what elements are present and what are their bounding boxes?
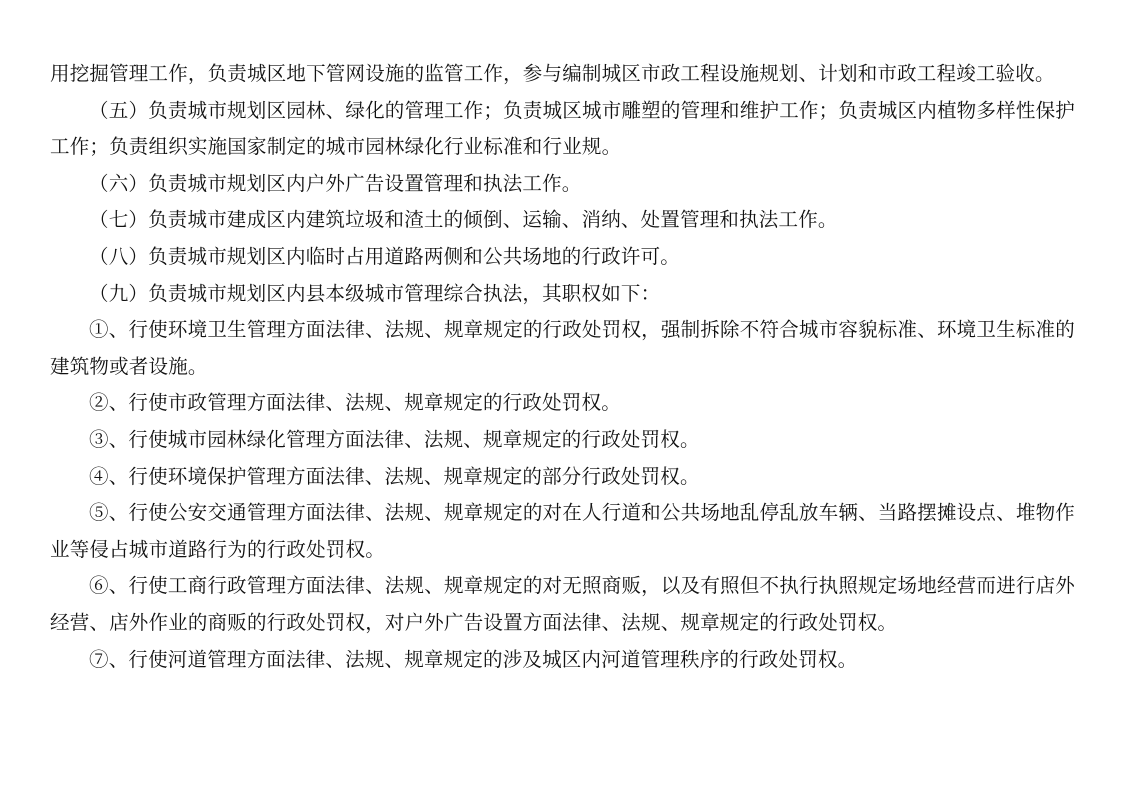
paragraph-subitem-7: ⑦、行使河道管理方面法律、法规、规章规定的涉及城区内河道管理秩序的行政处罚权。 xyxy=(89,647,858,671)
paragraph-subitem-2: ②、行使市政管理方面法律、法规、规章规定的行政处罚权。 xyxy=(89,391,621,415)
paragraph-item-6: （六）负责城市规划区内户外广告设置管理和执法工作。 xyxy=(89,171,582,195)
paragraph-subitem-4: ④、行使环境保护管理方面法律、法规、规章规定的部分行政处罚权。 xyxy=(89,464,700,488)
paragraph-subitem-1: ①、行使环境卫生管理方面法律、法规、规章规定的行政处罚权，强制拆除不符合城市容貌标准、环境卫生标准的建筑物或者设施。 xyxy=(50,318,1075,378)
paragraph-subitem-6: ⑥、行使工商行政管理方面法律、法规、规章规定的对无照商贩，以及有照但不执行执照规定场地经营而进行店外经营、店外作业的商贩的行政处罚权，对户外广告设置方面法律、法规、规章规定的行政处罚权。 xyxy=(50,574,1075,634)
paragraph-subitem-3: ③、行使城市园林绿化管理方面法律、法规、规章规定的行政处罚权。 xyxy=(89,427,700,451)
document-body xyxy=(50,56,1075,678)
paragraph-item-5: （五）负责城市规划区园林、绿化的管理工作；负责城区城市雕塑的管理和维护工作；负责城区内植物多样性保护工作；负责组织实施国家制定的城市园林绿化行业标准和行业规。 xyxy=(50,98,1075,159)
paragraph-item-8: （八）负责城市规划区内临时占用道路两侧和公共场地的行政许可。 xyxy=(89,244,681,268)
paragraph-subitem-5: ⑤、行使公安交通管理方面法律、法规、规章规定的对在人行道和公共场地乱停乱放车辆、当路摆摊设点、堆物作业等侵占城市道路行为的行政处罚权。 xyxy=(50,501,1075,561)
paragraph-item-7: （七）负责城市建成区内建筑垃圾和渣土的倾倒、运输、消纳、处置管理和执法工作。 xyxy=(89,208,838,232)
paragraph-continuation: 用挖掘管理工作，负责城区地下管网设施的监管工作，参与编制城区市政工程设施规划、计划和市政工程竣工验收。 xyxy=(50,62,1055,85)
paragraph-item-9: （九）负责城市规划区内县本级城市管理综合执法，其职权如下： xyxy=(89,281,661,305)
